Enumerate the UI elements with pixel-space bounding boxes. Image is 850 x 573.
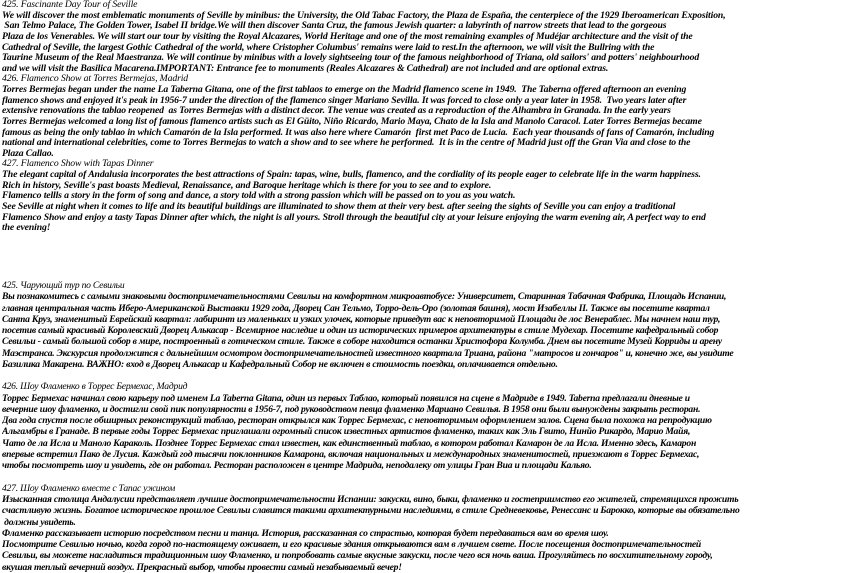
tour-426-text-en-line-2: flamenco shows and enjoyed it's peak in 1956-7 under the direction of the flamenco singer Mariano Sevilla. It was forced to close only a year later in 1958. Two years later after	[2, 94, 687, 106]
tour-425-text-en-line-3: Plaza de los Venerables. We will start our tour by visiting the Royal Alcazares, World Heritage and one of the most remaining examples of Mudéjar architecture and the visit of the	[2, 30, 693, 42]
tour-425-text-ru-line-4: посетив самый красивый Королевский Дворец Алькасар - Всемирное наследие и один из исторических примеров архитектуры в стиле Мудехар. Посетите кафедральный собор	[2, 325, 719, 337]
tour-425-text-en-line-2: San Telmo Palace, The Golden Tower, Isabel II bridge.We will then discover Santa Cruz, the famous Jewish quarter: a labyrinth of narrow streets that lead to the gorgeous	[2, 20, 667, 32]
tour-425-text-en-line-1: We will discover the most emblematic monuments of Seville by minibus: the University, the Old Tabac Factory, the Plaza de España, the centerpiece of the 1929 Iberoamerican Exposition,	[2, 9, 726, 21]
tour-427-heading-en: 427. Flamenco Show with Tapas Dinner	[2, 158, 154, 170]
tour-425-text-ru-line-2: главная центральная часть Иберо-Американской Выставки 1929 года, Дворец Сан Тельмо, Торро-дель-Оро (золотая башня), мост Изабеллы II. Также вы посетите квартал	[2, 302, 710, 314]
tour-427-text-en-line-1: The elegant capital of Andalusia incorporates the best attractions of Spain: tapas, wine, bulls, flamenco, and the cordiality of its people eager to celebrate life in the warm happiness.	[2, 169, 701, 180]
tour-426-text-en-line-1: Torres Bermejas began under the name La Taberna Gitana, one of the first tablaos to emerge on the Madrid flamenco scene in 1949. The Taberna offered afternoon an evening	[2, 84, 687, 95]
tour-426-text-en-line-7: Plaza Callao.	[2, 147, 54, 159]
tour-425-text-ru-line-6: Маэстранса. Экскурсия продолжится с дальнейшим осмотром достопримечательностей известного квартала Триана, района "матросов и гончаров" и, конечно же, вы увидите	[2, 347, 734, 359]
tour-427-text-ru-line-5: Посмотрите Севилью ночью, когда город по-настоящему оживает, и его красивые здания открываются вам в лучшем свете. После посещения достопримечательностей	[2, 539, 701, 551]
tour-425-text-ru-line-5: Севильи - самый большой собор в мире, построенный в готическом стиле. Также в соборе находится останки Христофора Колумба. Днем вы посетите Музей Корриды и арену	[2, 336, 722, 348]
tour-426-text-ru-line-6: впервые встретил Пако де Лусия. Каждый год тысячи поклонников Камарона, включая национальных и международных знаменитостей, приезжают в Торрес Бермехас,	[2, 448, 700, 460]
tour-427-text-en-line-4: See Seville at night when it comes to life and its beautiful buildings are illuminated to show them at their very best. after seeing the sights of Seville you can enjoy a traditional	[2, 200, 676, 212]
tour-425-text-ru-line-3: Санта Круз, знаменитый Еврейский квартал: лабиринт из маленьких и узких улочек, которые приведут вас к неповторимой Площади де лос Венераблес. Мы начнем наш тур,	[2, 313, 721, 325]
tour-425-text-ru-line-1: Вы познакомитесь с самыми знаковыми достопримечательностями Севильи на комфортном микроавтобусе: Университет, Старинная Табачная Фабрика, Площадь Испании,	[2, 291, 727, 303]
tour-427-text-en-line-3: Flamenco tellls a story in the form of song and dance, a story told with a strong passion which will be passed on to you as you watch.	[2, 190, 516, 202]
tour-425-heading-en: 425. Fascinante Day Tour of Seville	[2, 0, 138, 10]
tour-427-text-ru-line-2: счастливую жизнь. Богатое историческое прошлое Севильи славится такими архитектурными наследиями, в стиле Средневековье, Ренессанс и Барокко, которые вы обязательно	[2, 505, 740, 517]
tour-426-text-en-line-6: national and international celebrities, come to Torres Bermejas to watch a show and to see where he performed. It is in the centre of Madrid just off the Gran Via and close to the	[2, 137, 691, 149]
tour-426-text-ru-line-7: чтобы посмотреть шоу и увидеть, где он работал. Ресторан расположен в центре Мадрида, неподалеку от улицы Гран Виа и площади Кальяо.	[2, 460, 592, 472]
tour-427-heading-ru: 427. Шоу Фламенко вместе с Тапас ужином	[2, 482, 176, 494]
tour-427-text-ru-line-4: Фламенко рассказывает историю посредством песни и танца. История, рассказанная со страстью, которая будет передаваться вам во время шоу.	[2, 527, 609, 539]
tour-426-text-ru-line-1: Торрес Бермехас начинал свою карьеру под именем La Taberna Gitana, один из первых Таблао, который появился на сцене в Мадриде в 1949. Taberna предлагали дневные и	[2, 392, 690, 404]
tour-427-text-en-line-5: Flamenco Show and enjoy a tasty Tapas Dinner after which, the night is all yours. Stroll through the beautiful city at your leisure enjoying the warm evening air, A perfect way to end	[2, 211, 706, 223]
tour-425-text-en-line-4: Cathedral of Seville, the largest Gothic Cathedral of the world, where Cristopher Columbus' remains were laid to rest.In the afternoon, we will visit the Bullring with the	[2, 41, 655, 53]
tour-427-text-ru-line-3: должны увидеть.	[2, 516, 76, 528]
tour-426-heading-en: 426. Flamenco Show at Torres Bermejas, Madrid	[2, 73, 189, 85]
tour-427-text-en-line-2: Rich in history, Seville's past boasts Medieval, Renaissance, and Baroque heritage which is there for you to see and to explore.	[2, 179, 492, 191]
tour-426-text-ru-line-4: Альгамбры в Гранаде. В первые годы Торрес Бермехас приглашали огромный список известных артистов фламенко, таких как Эль Гвито, Нинйо Рикардо, Марио Майя,	[2, 426, 691, 438]
tour-426-text-en-line-4: Torres Bermejas welcomed a long list of famous flamenco artists such as El Güito, Niño Ricardo, Mario Maya, Chato de la Isla and Manolo Caracol. Later Torres Bermejas became	[2, 115, 702, 127]
tour-427-text-ru-line-1: Изысканная столица Андалусии представляет лучшие достопримечательности Испании: закуски, вино, быки, фламенко и гостеприимство его жителей, стремящихся прожить	[2, 494, 739, 506]
tour-425-text-en-line-6: and we will visit the Basilica Macarena.IMPORTANT: Entrance fee to monuments (Reales Alcazares & Cathedral) are not included and are optional extras.	[2, 62, 609, 74]
tour-426-text-ru-line-3: Два года спустя после обширных реконструкций таблао, ресторан открылся как Торрес Бермехас, с неповторимым оформлением залов. Сцена была похожа на репродукцию	[2, 415, 712, 427]
tour-425-text-en-line-5: Taurine Museum of the Real Maestranza. We will continue by minibus with a lovely sightseeing tour of the famous neighborhood of Triana, old sailors' and potters' neighbourhood	[2, 52, 700, 64]
tour-427-text-ru-line-6: Севильи, вы можете насладиться традиционным шоу Фламенко, и попробовать самые вкусные закуски, после чего вся ночь ваша. Прогуляйтесь по восхитительному городу,	[2, 550, 713, 562]
tour-425-text-ru-line-7: Базилика Макарена. ВАЖНО: вход в Дворец Алькасар и Кафедральный Собор не включен в стоимость поездки, оплачивается отдельно.	[2, 358, 558, 370]
tour-426-text-ru-line-5: Чато де ла Исла и Маноло Караколь. Позднее Торрес Бермехас стал известен, как единственный таблао, в котором работал Камарон де ла Исла. Именно здесь, Камарон	[2, 437, 697, 449]
russian-section	[2, 280, 848, 573]
tour-426-text-en-line-3: extensive renovations the tablao reopened as Torres Bermejas with a distinct decor. The venue was created as a reproduction of the Alhambra in Granada. In the early years	[2, 105, 671, 117]
tour-426-text-en-line-5: famous as being the only tablao in which Camarón de la Isla performed. It was also here where Camarón first met Paco de Lucia. Each year thousands of fans of Camarón, including	[2, 126, 715, 138]
tour-426-text-ru-line-2: вечерние шоу фламенко, и достигли свой пик популярности в 1956-7, под руководством певца фламенко Мариано Севилья. В 1958 они были вынуждены закрыть ресторан.	[2, 403, 701, 415]
english-section	[2, 0, 848, 234]
tour-426-heading-ru: 426. Шоу Фламенко в Торрес Бермехас, Мадрид	[2, 381, 188, 393]
tour-427-text-en-line-6: the evening!	[2, 222, 51, 234]
tour-425-heading-ru: 425. Чарующий тур по Севильи	[2, 280, 125, 291]
tour-427-text-ru-line-7: вкушая теплый вечерний воздух. Прекрасный выбор, чтобы провести самый незабываемый вечер!	[2, 561, 402, 573]
